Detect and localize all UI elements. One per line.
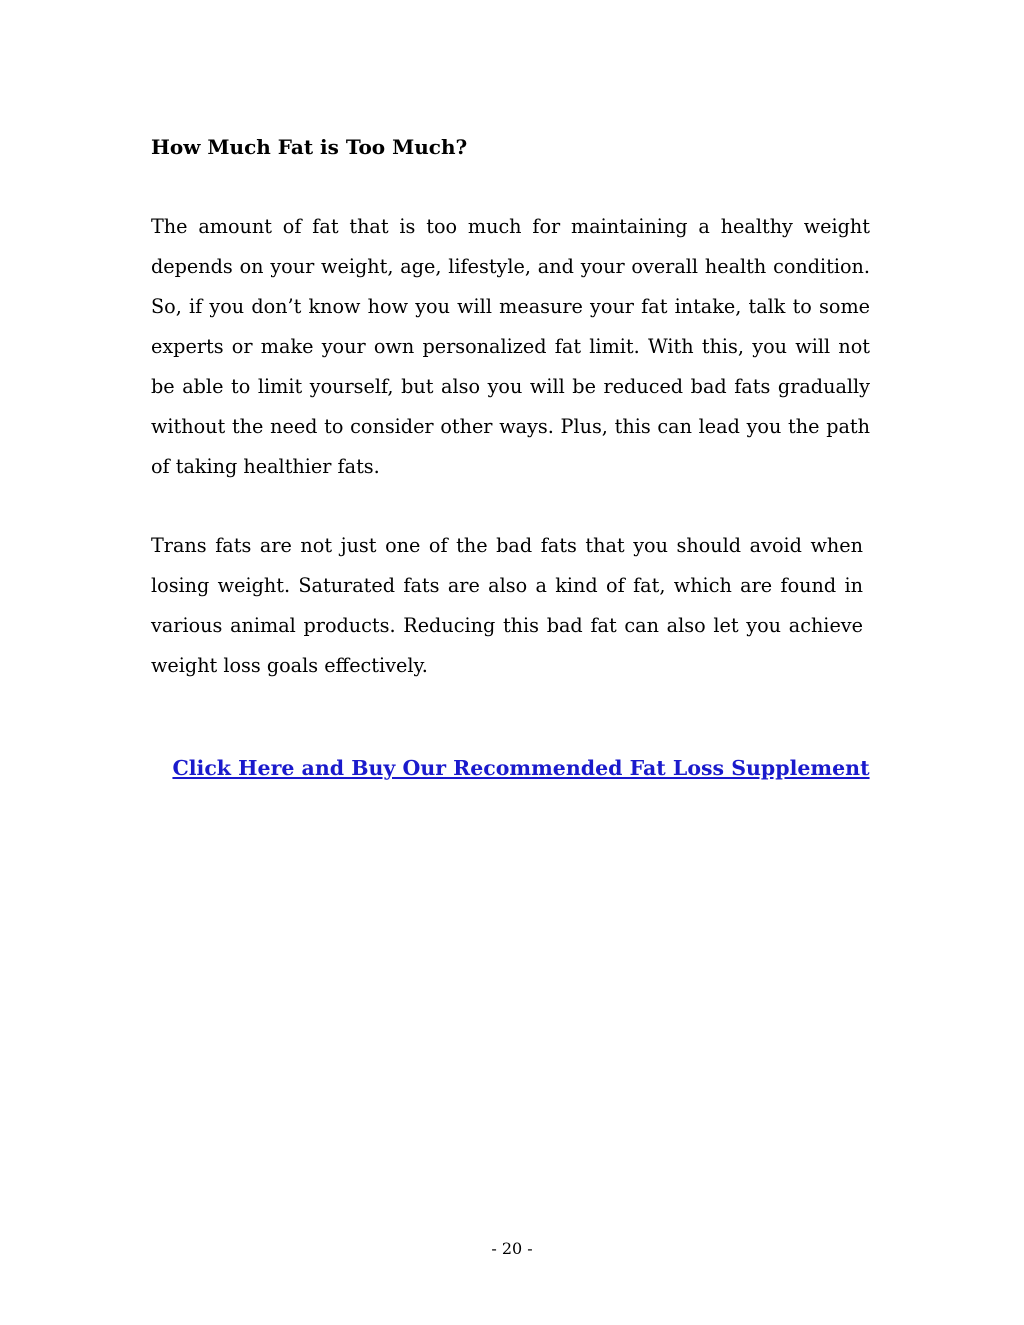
section-heading: How Much Fat is Too Much? xyxy=(151,135,468,159)
cta-container xyxy=(150,753,892,783)
paragraph-trans-fats: Trans fats are not just one of the bad fats that you should avoid when losing weight. Saturated fats are also a kind of fat, which are found in various animal products. Reducing this bad fat can also let you achieve weight loss goals effectively. xyxy=(151,534,863,677)
buy-supplement-link[interactable]: Click Here and Buy Our Recommended Fat Loss Supplement xyxy=(172,756,870,780)
paragraph-fat-limit: The amount of fat that is too much for maintaining a healthy weight depends on your weight, age, lifestyle, and your overall health condition. So, if you don’t know how you will measure your fat intake, talk to some experts or make your own personalized fat limit. With this, you will not be able to limit yourself, but also you will be reduced bad fats gradually without the need to consider other ways. Plus, this can lead you the path of taking healthier fats. xyxy=(151,215,870,478)
page-number: - 20 - xyxy=(491,1239,533,1258)
